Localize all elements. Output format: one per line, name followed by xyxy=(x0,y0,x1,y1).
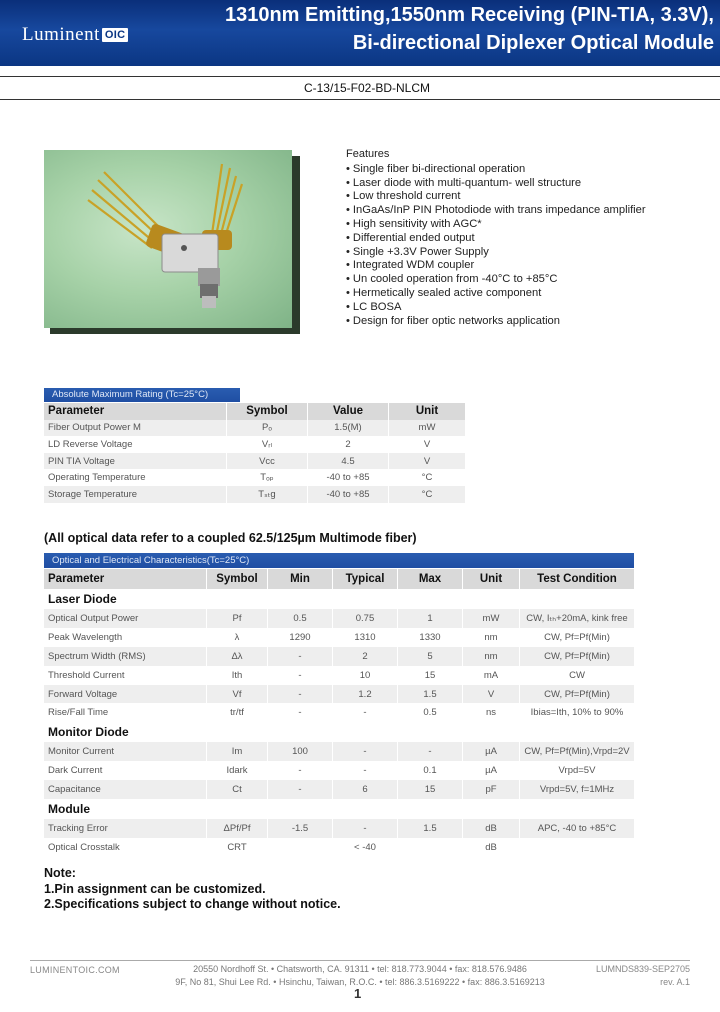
cell-parameter: Capacitance xyxy=(44,780,207,799)
feature-item: • Low threshold current xyxy=(346,190,646,204)
cell-value: 2 xyxy=(308,436,389,453)
column-header: Max xyxy=(398,569,463,589)
cell-value: 1.5(M) xyxy=(308,420,389,437)
column-header: Symbol xyxy=(227,403,308,420)
feature-item: • InGaAs/InP PIN Photodiode with trans impedance amplifier xyxy=(346,204,646,218)
cell-symbol: Pₒ xyxy=(227,420,308,437)
column-header: Value xyxy=(308,403,389,420)
footer-doc-id: LUMNDS839-SEP2705 xyxy=(595,964,690,974)
cell-parameter: Optical Crosstalk xyxy=(44,838,207,857)
feature-item: • Hermetically sealed active component xyxy=(346,287,646,301)
page-number: 1 xyxy=(354,986,362,1001)
table-row xyxy=(44,647,634,666)
cell-unit: µA xyxy=(463,761,520,780)
cell-condition xyxy=(520,838,635,857)
header-banner xyxy=(0,0,720,66)
column-header: Min xyxy=(268,569,333,589)
cell-symbol: CRT xyxy=(207,838,268,857)
document-title-line1: 1310nm Emitting,1550nm Receiving (PIN-TIA, 3.3V), xyxy=(224,4,714,26)
absolute-max-rating-table xyxy=(44,403,465,503)
cell-symbol: tr/tf xyxy=(207,703,268,722)
cell-symbol: Ct xyxy=(207,780,268,799)
section-title-monitor: Monitor Diode xyxy=(44,722,634,742)
cell-symbol: Im xyxy=(207,742,268,761)
table-row xyxy=(44,436,465,453)
cell-max: 1.5 xyxy=(398,685,463,704)
logo-box: OIC xyxy=(102,28,128,42)
feature-item: • Single fiber bi-directional operation xyxy=(346,163,646,177)
cell-unit: nm xyxy=(463,647,520,666)
cell-unit: °C xyxy=(389,469,466,486)
receptacle-icon xyxy=(198,268,220,286)
amr-caption: Absolute Maximum Rating (Tc=25°C) xyxy=(44,388,240,402)
notes-block xyxy=(44,866,341,913)
optical-electrical-table xyxy=(44,569,634,857)
cell-typical: 2 xyxy=(333,647,398,666)
cell-parameter: LD Reverse Voltage xyxy=(44,436,227,453)
notes-title: Note: xyxy=(44,866,76,880)
cell-unit: V xyxy=(463,685,520,704)
photo-shadow-bottom xyxy=(50,328,300,334)
column-header: Symbol xyxy=(207,569,268,589)
cell-max: 15 xyxy=(398,780,463,799)
logo-text: Luminent xyxy=(22,24,100,45)
feature-item: • Single +3.3V Power Supply xyxy=(346,246,646,260)
cell-symbol: Idark xyxy=(207,761,268,780)
cell-parameter: Monitor Current xyxy=(44,742,207,761)
column-header: Unit xyxy=(463,569,520,589)
cell-parameter: Tracking Error xyxy=(44,819,207,838)
cell-condition: CW xyxy=(520,666,635,685)
table-row xyxy=(44,838,634,857)
optical-module-illustration xyxy=(44,150,292,328)
cell-typical: 10 xyxy=(333,666,398,685)
note-item: 2.Specifications subject to change without notice. xyxy=(44,897,341,911)
cell-typical: 6 xyxy=(333,780,398,799)
housing-icon xyxy=(162,234,218,272)
table-row xyxy=(44,628,634,647)
cell-unit: V xyxy=(389,436,466,453)
cell-symbol: Tₛₜg xyxy=(227,486,308,503)
cell-unit: µA xyxy=(463,742,520,761)
feature-item: • Differential ended output xyxy=(346,232,646,246)
cell-min: - xyxy=(268,647,333,666)
cell-unit: pF xyxy=(463,780,520,799)
feature-item: • Un cooled operation from -40°C to +85°C xyxy=(346,273,646,287)
cell-symbol: Δλ xyxy=(207,647,268,666)
cell-typical: - xyxy=(333,761,398,780)
cell-symbol: ΔPf/Pf xyxy=(207,819,268,838)
cell-parameter: Threshold Current xyxy=(44,666,207,685)
cell-max: 0.5 xyxy=(398,703,463,722)
cell-max: 1.5 xyxy=(398,819,463,838)
section-row xyxy=(44,799,634,819)
section-row xyxy=(44,722,634,742)
section-row xyxy=(44,589,634,609)
cell-max: 1330 xyxy=(398,628,463,647)
note-item: 1.Pin assignment can be customized. xyxy=(44,881,266,896)
cell-typical: - xyxy=(333,703,398,722)
cell-parameter: Spectrum Width (RMS) xyxy=(44,647,207,666)
cell-typical: 0.75 xyxy=(333,609,398,628)
cell-typical: - xyxy=(333,819,398,838)
cell-parameter: Dark Current xyxy=(44,761,207,780)
cell-parameter: Fiber Output Power M xyxy=(44,420,227,437)
cell-min: - xyxy=(268,685,333,704)
cell-condition: CW, Pf=Pf(Min) xyxy=(520,647,635,666)
cell-max: 0.1 xyxy=(398,761,463,780)
cell-unit: dB xyxy=(463,819,520,838)
oec-caption: Optical and Electrical Characteristics(Tc=25°C) xyxy=(44,553,634,568)
cell-condition: Vrpd=5V xyxy=(520,761,635,780)
column-header: Parameter xyxy=(44,569,207,589)
cell-symbol: Vf xyxy=(207,685,268,704)
footer-revision: rev. A.1 xyxy=(660,977,690,987)
column-header: Parameter xyxy=(44,403,227,420)
table-row xyxy=(44,780,634,799)
cell-unit: ns xyxy=(463,703,520,722)
feature-item: • Integrated WDM coupler xyxy=(346,259,646,273)
cell-parameter: Forward Voltage xyxy=(44,685,207,704)
features-title: Features xyxy=(346,148,390,160)
section-title-module: Module xyxy=(44,799,634,819)
table-row xyxy=(44,666,634,685)
cell-symbol: Pf xyxy=(207,609,268,628)
cell-condition: CW, Iₜₕ+20mA, kink free xyxy=(520,609,635,628)
cell-typical: 1310 xyxy=(333,628,398,647)
cell-unit: mW xyxy=(389,420,466,437)
fiber-note: (All optical data refer to a coupled 62.5/125µm Multimode fiber) xyxy=(44,531,417,545)
footer-address-us: 20550 Nordhoff St. • Chatsworth, CA. 91311 • tel: 818.773.9044 • fax: 818.576.9486 xyxy=(193,964,527,974)
cell-parameter: Operating Temperature xyxy=(44,469,227,486)
cell-unit: °C xyxy=(389,486,466,503)
cell-unit: mA xyxy=(463,666,520,685)
cell-unit: mW xyxy=(463,609,520,628)
cell-typical: - xyxy=(333,742,398,761)
cell-unit: V xyxy=(389,453,466,470)
cell-symbol: Vᵣₗ xyxy=(227,436,308,453)
cell-symbol: Tₒₚ xyxy=(227,469,308,486)
cell-min: 100 xyxy=(268,742,333,761)
part-number: C-13/15-F02-BD-NLCM xyxy=(303,81,430,95)
table-row xyxy=(44,453,465,470)
features-list xyxy=(346,148,646,328)
table-row xyxy=(44,703,634,722)
footer-address-tw: 9F, No 81, Shui Lee Rd. • Hsinchu, Taiwan, R.O.C. • tel: 886.3.5169222 • fax: 886.3.5169213 xyxy=(175,977,545,987)
cell-value: 4.5 xyxy=(308,453,389,470)
cell-min: - xyxy=(268,703,333,722)
cell-min: - xyxy=(268,666,333,685)
column-header: Unit xyxy=(389,403,466,420)
table-header-row xyxy=(44,403,465,420)
part-number-bar xyxy=(0,76,720,100)
table-row xyxy=(44,761,634,780)
cell-max: 5 xyxy=(398,647,463,666)
feature-item: • Laser diode with multi-quantum- well structure xyxy=(346,177,646,191)
cell-condition: Vrpd=5V, f=1MHz xyxy=(520,780,635,799)
cell-typical: 1.2 xyxy=(333,685,398,704)
cell-min: - xyxy=(268,780,333,799)
cell-condition: Ibias=Ith, 10% to 90% xyxy=(520,703,635,722)
cell-symbol: λ xyxy=(207,628,268,647)
document-title-line2: Bi-directional Diplexer Optical Module xyxy=(352,32,714,54)
table-row xyxy=(44,469,465,486)
cell-min: 1290 xyxy=(268,628,333,647)
cell-condition: CW, Pf=Pf(Min) xyxy=(520,685,635,704)
cell-value: -40 to +85 xyxy=(308,486,389,503)
footer-divider xyxy=(30,960,690,961)
table-row xyxy=(44,742,634,761)
cell-condition: CW, Pf=Pf(Min) xyxy=(520,628,635,647)
photo-shadow-right xyxy=(292,156,300,332)
cell-unit: dB xyxy=(463,838,520,857)
pins-right-icon xyxy=(212,164,242,240)
cell-typical: < -40 xyxy=(268,838,463,857)
cell-min: -1.5 xyxy=(268,819,333,838)
column-header: Typical xyxy=(333,569,398,589)
cell-min: - xyxy=(268,761,333,780)
section-title-laser: Laser Diode xyxy=(44,589,634,609)
cell-parameter: Peak Wavelength xyxy=(44,628,207,647)
cell-max: - xyxy=(398,742,463,761)
table-row xyxy=(44,609,634,628)
cell-condition: APC, -40 to +85°C xyxy=(520,819,635,838)
cell-symbol: Ith xyxy=(207,666,268,685)
column-header: Test Condition xyxy=(520,569,635,589)
table-row xyxy=(44,819,634,838)
cell-condition: CW, Pf=Pf(Min),Vrpd=2V xyxy=(520,742,635,761)
cell-parameter: Storage Temperature xyxy=(44,486,227,503)
feature-item: • LC BOSA xyxy=(346,301,646,315)
cell-parameter: PIN TIA Voltage xyxy=(44,453,227,470)
feature-item: • Design for fiber optic networks application xyxy=(346,315,646,329)
cell-max: 1 xyxy=(398,609,463,628)
product-photo xyxy=(44,150,292,328)
cell-max: 15 xyxy=(398,666,463,685)
feature-item: • High sensitivity with AGC* xyxy=(346,218,646,232)
table-row xyxy=(44,685,634,704)
company-logo[interactable] xyxy=(22,24,128,46)
cell-unit: nm xyxy=(463,628,520,647)
cell-min: 0.5 xyxy=(268,609,333,628)
cell-value: -40 to +85 xyxy=(308,469,389,486)
table-header-row xyxy=(44,569,634,589)
table-row xyxy=(44,486,465,503)
footer-website-link[interactable]: LUMINENTOIC.COM xyxy=(30,965,120,975)
cell-symbol: Vcc xyxy=(227,453,308,470)
cell-parameter: Rise/Fall Time xyxy=(44,703,207,722)
cell-parameter: Optical Output Power xyxy=(44,609,207,628)
table-row xyxy=(44,420,465,437)
